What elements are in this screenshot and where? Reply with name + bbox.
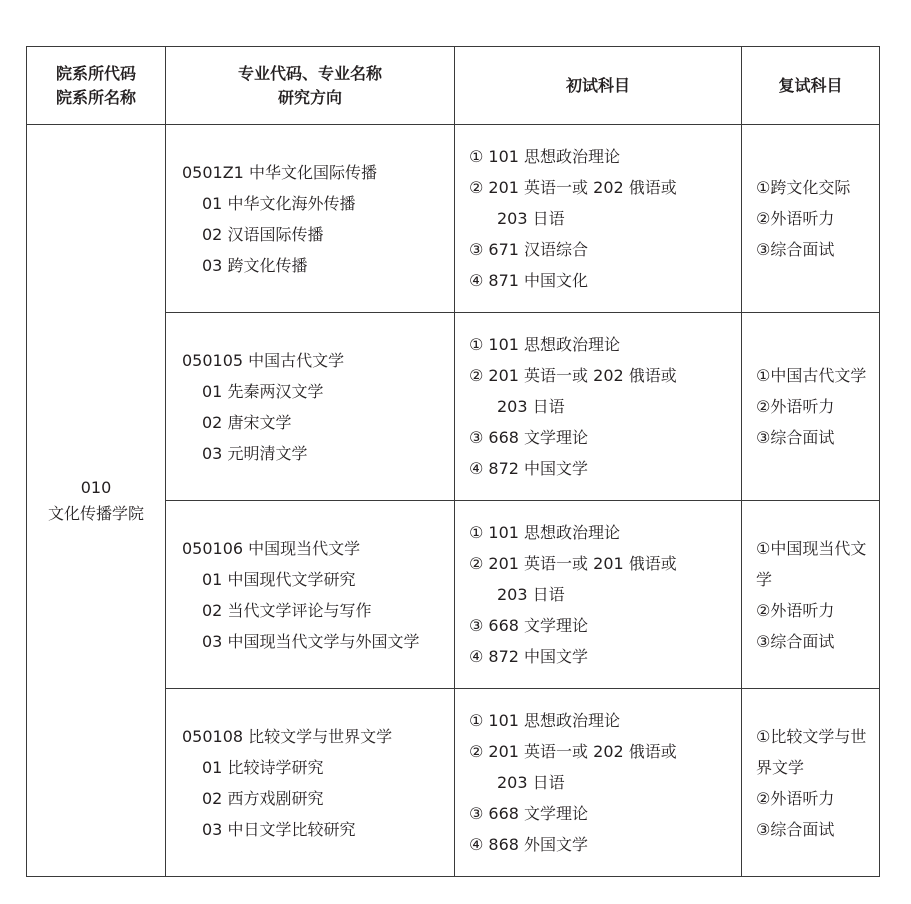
exam-subject: ① 101 思想政治理论 xyxy=(469,147,621,166)
program-title: 050106 中国现当代文学 xyxy=(182,538,361,558)
header-program xyxy=(166,47,455,125)
exam-subject: ① 101 思想政治理论 xyxy=(469,711,621,730)
header-dept-name-label: 院系所名称 xyxy=(55,87,136,107)
admissions-table xyxy=(26,46,880,877)
exam-subject: ④ 872 中国文学 xyxy=(469,647,589,666)
direction-item: 02 汉语国际传播 xyxy=(202,224,324,244)
program-cell xyxy=(166,501,455,689)
exam-cell xyxy=(455,689,742,877)
retest-subject: ③综合面试 xyxy=(756,819,835,839)
retest-subject: ①跨文化交际 xyxy=(756,178,851,197)
header-direction-label: 研究方向 xyxy=(277,87,342,107)
retest-subject: ①中国古代文学 xyxy=(756,366,867,385)
exam-subject: 203 日语 xyxy=(497,209,565,228)
header-exam-label: 初试科目 xyxy=(565,75,630,95)
direction-item: 01 先秦两汉文学 xyxy=(202,381,324,401)
direction-item: 01 中华文化海外传播 xyxy=(202,193,356,213)
department-name: 文化传播学院 xyxy=(47,503,144,523)
direction-item: 01 比较诗学研究 xyxy=(202,757,324,777)
direction-item: 03 跨文化传播 xyxy=(202,255,308,275)
retest-subject: ②外语听力 xyxy=(756,788,835,808)
exam-subject: ④ 871 中国文化 xyxy=(469,271,589,290)
retest-subject: ①比较文学与世界文学 xyxy=(756,726,867,777)
exam-cell xyxy=(455,125,742,313)
retest-cell xyxy=(742,313,880,501)
direction-item: 03 中国现当代文学与外国文学 xyxy=(202,631,420,651)
retest-subject: ②外语听力 xyxy=(756,600,835,620)
exam-subject: 203 日语 xyxy=(497,585,565,604)
program-cell xyxy=(166,125,455,313)
direction-item: 02 当代文学评论与写作 xyxy=(202,600,372,620)
retest-subject: ①中国现当代文学 xyxy=(756,538,867,589)
retest-cell xyxy=(742,689,880,877)
retest-subject: ②外语听力 xyxy=(756,209,835,228)
program-title: 0501Z1 中华文化国际传播 xyxy=(182,162,377,182)
header-row xyxy=(27,47,880,125)
header-dept-code-label: 院系所代码 xyxy=(55,63,136,83)
exam-subject: ③ 671 汉语综合 xyxy=(469,240,589,259)
exam-subject: ③ 668 文学理论 xyxy=(469,428,589,447)
exam-subject: ③ 668 文学理论 xyxy=(469,616,589,635)
program-title: 050108 比较文学与世界文学 xyxy=(182,726,393,746)
department-cell xyxy=(27,125,166,877)
retest-subject: ③综合面试 xyxy=(756,631,835,651)
retest-subject: ③综合面试 xyxy=(756,240,835,259)
direction-item: 02 西方戏剧研究 xyxy=(202,788,324,808)
exam-subject: 203 日语 xyxy=(497,397,565,416)
program-cell xyxy=(166,689,455,877)
retest-subject: ②外语听力 xyxy=(756,397,835,416)
retest-cell xyxy=(742,501,880,689)
exam-cell xyxy=(455,313,742,501)
exam-subject: ④ 872 中国文学 xyxy=(469,459,589,478)
exam-subject: ② 201 英语一或 202 俄语或 xyxy=(469,742,677,761)
retest-cell xyxy=(742,125,880,313)
direction-item: 03 元明清文学 xyxy=(202,443,308,463)
header-dept xyxy=(27,47,166,125)
exam-cell xyxy=(455,501,742,689)
direction-item: 02 唐宋文学 xyxy=(202,412,292,432)
program-title: 050105 中国古代文学 xyxy=(182,350,345,370)
exam-subject: ② 201 英语一或 202 俄语或 xyxy=(469,178,677,197)
exam-subject: ② 201 英语一或 202 俄语或 xyxy=(469,366,677,385)
retest-subject: ③综合面试 xyxy=(756,428,835,447)
header-program-label: 专业代码、专业名称 xyxy=(237,63,382,83)
table-row xyxy=(27,125,880,313)
header-retest-label: 复试科目 xyxy=(778,75,843,95)
program-cell xyxy=(166,313,455,501)
direction-item: 03 中日文学比较研究 xyxy=(202,819,356,839)
header-exam xyxy=(455,47,742,125)
direction-item: 01 中国现代文学研究 xyxy=(202,569,356,589)
exam-subject: ② 201 英语一或 201 俄语或 xyxy=(469,554,677,573)
exam-subject: 203 日语 xyxy=(497,773,565,792)
exam-subject: ① 101 思想政治理论 xyxy=(469,523,621,542)
department-code: 010 xyxy=(80,477,112,497)
exam-subject: ③ 668 文学理论 xyxy=(469,804,589,823)
exam-subject: ① 101 思想政治理论 xyxy=(469,335,621,354)
exam-subject: ④ 868 外国文学 xyxy=(469,835,589,854)
header-retest xyxy=(742,47,880,125)
